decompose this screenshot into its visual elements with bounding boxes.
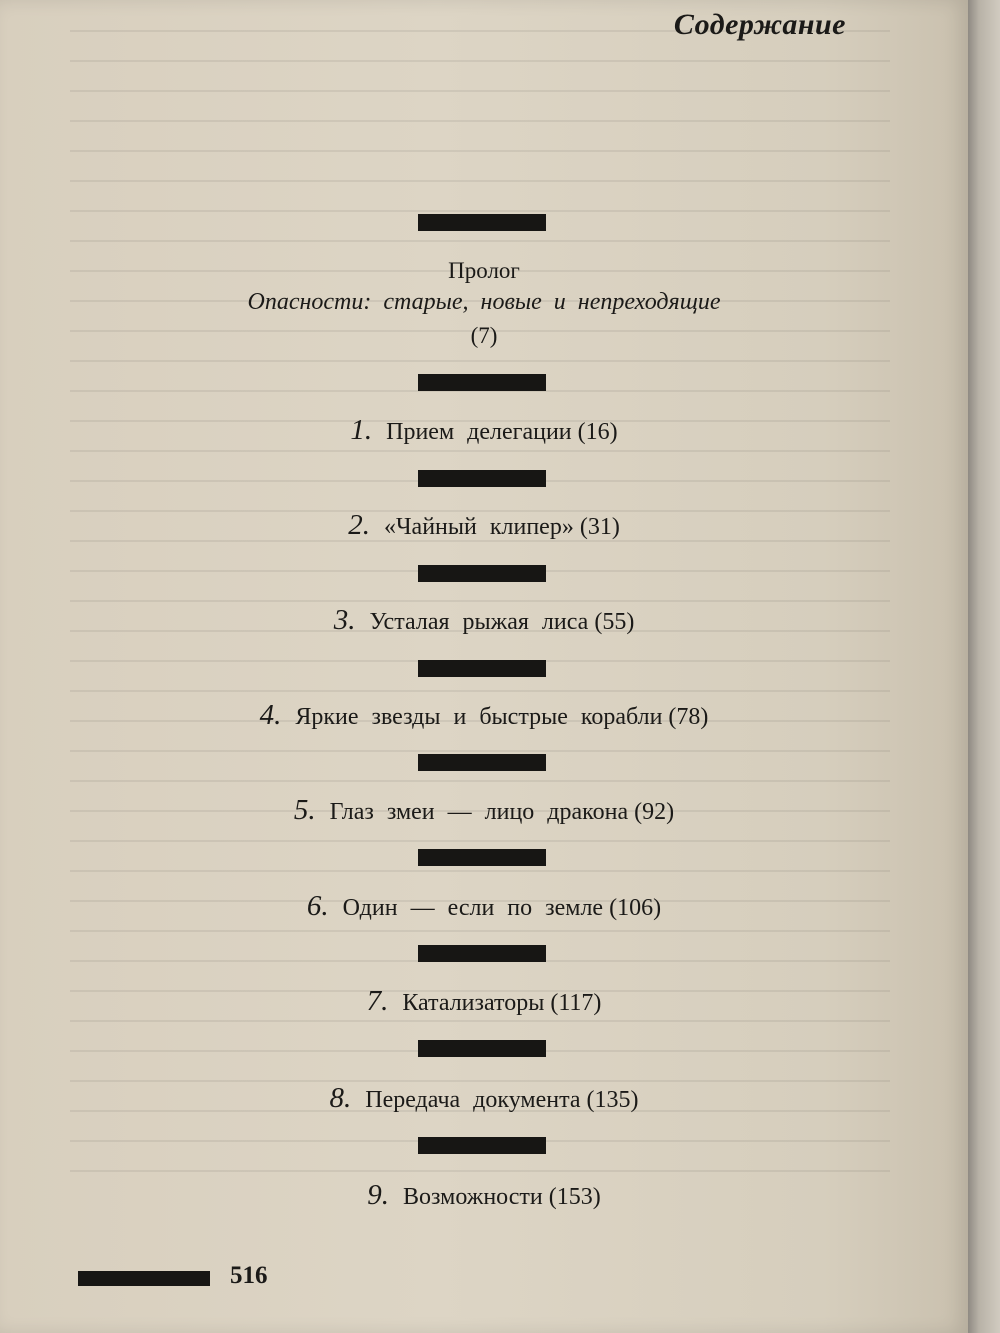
chapter-page: (31) bbox=[579, 514, 620, 540]
toc-entry-1 bbox=[0, 416, 968, 446]
folio-bar bbox=[78, 1271, 210, 1286]
divider-bar bbox=[418, 945, 546, 962]
divider-bar bbox=[418, 754, 546, 771]
chapter-title: Усталая рыжая лиса bbox=[369, 609, 589, 635]
chapter-title: Катализаторы bbox=[402, 990, 545, 1016]
chapter-title: Яркие звезды и быстрые корабли bbox=[295, 704, 663, 730]
chapter-page: (135) bbox=[586, 1087, 639, 1113]
divider-bar bbox=[418, 214, 546, 231]
chapter-number: 5. bbox=[293, 794, 316, 826]
chapter-number: 8. bbox=[329, 1082, 352, 1114]
chapter-page: (55) bbox=[594, 609, 635, 635]
divider-bar bbox=[418, 470, 546, 487]
chapter-page: (117) bbox=[550, 990, 602, 1016]
chapter-page: (92) bbox=[634, 799, 675, 825]
divider-bar bbox=[418, 374, 546, 391]
divider-bar bbox=[418, 849, 546, 866]
chapter-number: 4. bbox=[259, 699, 282, 731]
toc-entry-8 bbox=[0, 1084, 968, 1114]
prolog-subtitle: Опасности: старые, новые и непреходящие bbox=[247, 289, 721, 315]
page-edge bbox=[968, 0, 1000, 1333]
chapter-title: Прием делегации bbox=[386, 419, 572, 445]
chapter-page: (153) bbox=[548, 1184, 601, 1210]
toc-entry-2 bbox=[0, 511, 968, 541]
chapter-number: 3. bbox=[333, 604, 356, 636]
chapter-number: 6. bbox=[306, 890, 329, 922]
chapter-title: Передача документа bbox=[365, 1087, 581, 1113]
chapter-page: (78) bbox=[668, 704, 709, 730]
chapter-title: Глаз змеи — лицо дракона bbox=[329, 799, 629, 825]
page-number: 516 bbox=[230, 1262, 268, 1289]
toc-entry-7 bbox=[0, 987, 968, 1017]
chapter-number: 7. bbox=[366, 985, 389, 1017]
divider-bar bbox=[418, 1040, 546, 1057]
toc-entry-3 bbox=[0, 606, 968, 636]
chapter-title: «Чайный клипер» bbox=[383, 514, 574, 540]
chapter-number: 9. bbox=[367, 1179, 389, 1211]
toc-entry-6 bbox=[0, 892, 968, 922]
divider-bar bbox=[418, 660, 546, 677]
divider-bar bbox=[418, 565, 546, 582]
toc-entry-5 bbox=[0, 796, 968, 826]
prolog-page-number: (7) bbox=[470, 323, 498, 348]
toc-entry-4 bbox=[0, 701, 968, 731]
divider-bar bbox=[418, 1137, 546, 1154]
chapter-number: 1. bbox=[350, 414, 373, 446]
running-title: Содержание bbox=[673, 8, 846, 41]
chapter-page: (16) bbox=[577, 419, 618, 445]
toc-entry-9 bbox=[0, 1181, 968, 1211]
chapter-number: 2. bbox=[348, 509, 370, 541]
prolog-label: Пролог bbox=[448, 258, 520, 283]
chapter-title: Возможности bbox=[403, 1184, 543, 1210]
chapter-page: (106) bbox=[609, 895, 662, 921]
chapter-title: Один — если по земле bbox=[342, 895, 604, 921]
